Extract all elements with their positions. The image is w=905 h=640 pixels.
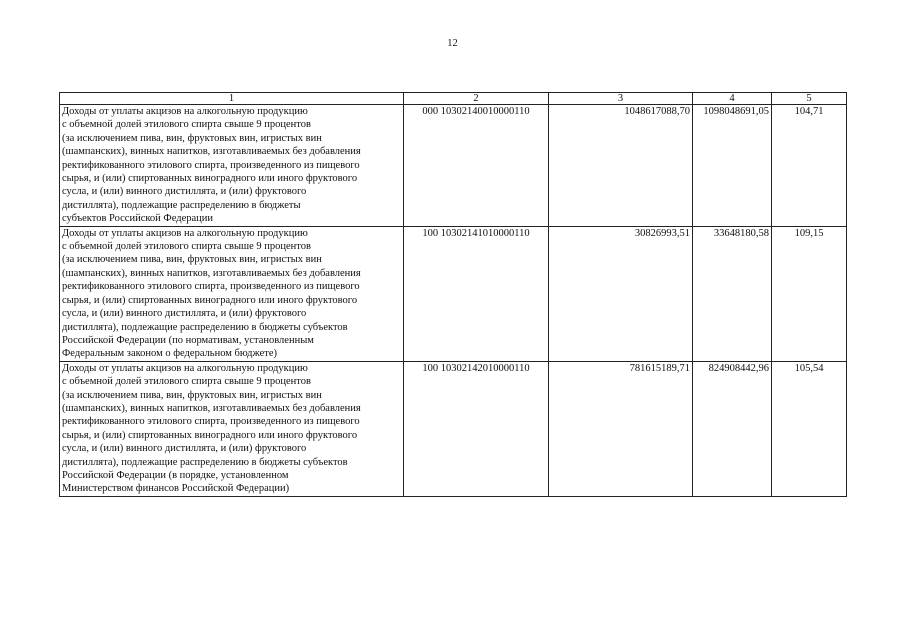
table-row	[60, 361, 847, 496]
budget-code: 100 10302141010000110	[404, 226, 549, 361]
column-header: 5	[772, 93, 847, 105]
amount-column-4: 824908442,96	[693, 361, 772, 496]
amount-column-4: 33648180,58	[693, 226, 772, 361]
budget-code: 000 10302140010000110	[404, 105, 549, 227]
column-header: 1	[60, 93, 404, 105]
amount-column-3: 30826993,51	[549, 226, 693, 361]
income-description: Доходы от уплаты акцизов на алкогольную продукцию с объемной долей этилового спирта свыше 9 процентов (за исключением пива, вин, фруктовых вин, игристых вин (шампанских), винных напитков, изготавливаемых без добавления ректификованного этилового спирта, произведенного из пищевого сырья, и (или) спиртованных виноградного или иного фруктового сусла, и (или) винного дистиллята, и (или) фруктового дистиллята), подлежащие распределению в бюджеты субъектов Российской Федерации (в порядке, установленном Министерством финансов Российской Федерации)	[60, 361, 404, 496]
header-row	[60, 93, 847, 105]
amount-column-3: 781615189,71	[549, 361, 693, 496]
column-header: 2	[404, 93, 549, 105]
budget-table	[59, 92, 847, 497]
table-row	[60, 226, 847, 361]
execution-percent: 109,15	[772, 226, 847, 361]
column-header: 3	[549, 93, 693, 105]
execution-percent: 104,71	[772, 105, 847, 227]
execution-percent: 105,54	[772, 361, 847, 496]
column-header: 4	[693, 93, 772, 105]
page-number: 12	[447, 38, 458, 49]
amount-column-4: 1098048691,05	[693, 105, 772, 227]
amount-column-3: 1048617088,70	[549, 105, 693, 227]
income-description: Доходы от уплаты акцизов на алкогольную продукцию с объемной долей этилового спирта свыше 9 процентов (за исключением пива, вин, фруктовых вин, игристых вин (шампанских), винных напитков, изготавливаемых без добавления ректификованного этилового спирта, произведенного из пищевого сырья, и (или) спиртованных виноградного или иного фруктового сусла, и (или) винного дистиллята, и (или) фруктового дистиллята), подлежащие распределению в бюджеты субъектов Российской Федерации (по нормативам, установленным Федеральным законом о федеральном бюджете)	[60, 226, 404, 361]
table-row	[60, 105, 847, 227]
budget-code: 100 10302142010000110	[404, 361, 549, 496]
income-description: Доходы от уплаты акцизов на алкогольную продукцию с объемной долей этилового спирта свыше 9 процентов (за исключением пива, вин, фруктовых вин, игристых вин (шампанских), винных напитков, изготавливаемых без добавления ректификованного этилового спирта, произведенного из пищевого сырья, и (или) спиртованных виноградного или иного фруктового сусла, и (или) винного дистиллята, и (или) фруктового дистиллята), подлежащие распределению в бюджеты субъектов Российской Федерации	[60, 105, 404, 227]
